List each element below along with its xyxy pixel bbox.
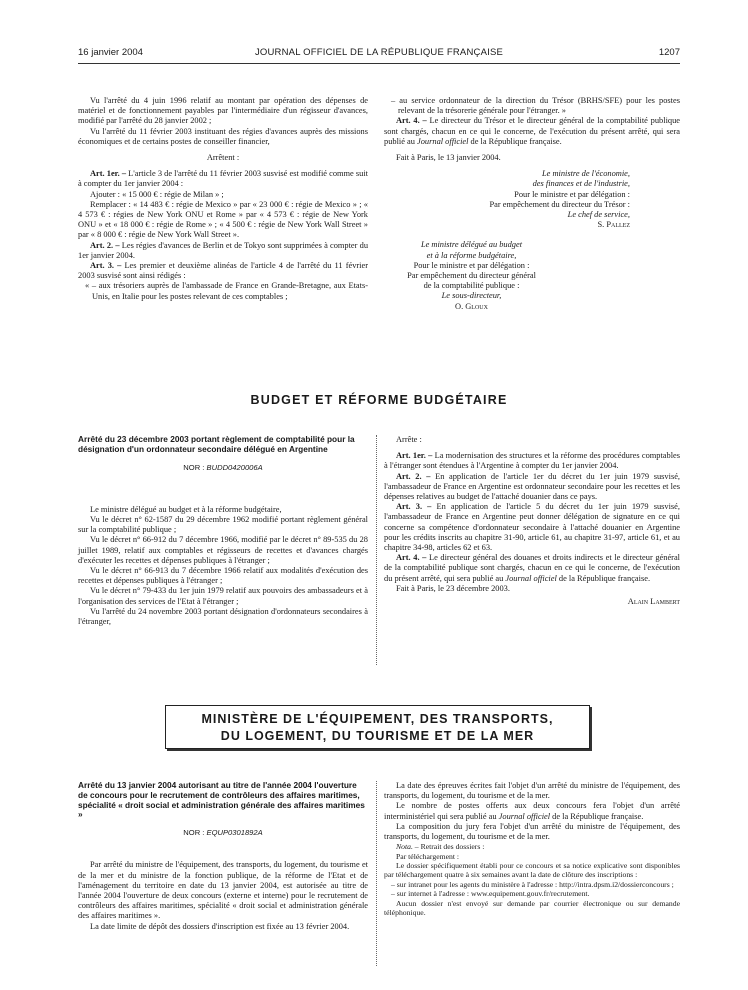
header-journal-title: JOURNAL OFFICIEL DE LA RÉPUBLIQUE FRANÇAISE	[254, 47, 504, 58]
nor-reference: NOR : BUDD0420006A	[183, 462, 263, 472]
paragraph: La composition du jury fera l'objet d'un arrêté du ministre de l'équipement, des transports, du logement, du tourisme et de la mer.	[384, 821, 680, 842]
column-divider	[376, 435, 377, 665]
section-title-budget: BUDGET ET RÉFORME BUDGÉTAIRE	[250, 393, 508, 407]
list-item: – sur internet à l'adresse : www.equipement.gouv.fr/recrutement.	[391, 889, 590, 899]
arrete-2-left-column	[78, 435, 368, 627]
top-left-column	[78, 96, 368, 302]
list-item: « – aux trésoriers auprès de l'ambassade de France en Grande-Bretagne, aux Etats-Unis, en Italie pour les postes relevant de ces comptables ;	[85, 281, 368, 301]
paragraph: Par arrêté du ministre de l'équipement, des transports, du logement, du tourisme et de la mer et du ministre de la fonction publique, de la réforme de l'Etat et de l'aménagement du territoire en date du 13 janvier 2004, est autorisée au titre de l'année 2004 l'ouverture de deux concours (externe et interne) pour le recrutement de contrôleurs des affaires maritimes, spécialité « droit social et administration générale des affaires maritimes ».	[78, 860, 368, 921]
page-header	[78, 47, 680, 61]
list-item: – sur intranet pour les agents du ministère à l'adresse : http://intra.dpsm.i2/dossierconcours ;	[391, 879, 674, 889]
header-page-number: 1207	[658, 47, 680, 58]
arrete-3-left-column	[78, 781, 368, 932]
paragraph: Vu le décret n° 79-433 du 1er juin 1979 relatif aux pouvoirs des ambassadeurs et à l'organisation des services de l'Etat à l'étranger ;	[78, 586, 368, 606]
paragraph: Remplacer : « 14 483 € : régie de Mexico » par « 23 000 € : régie de Mexico » ; « 4 573 € : régies de New York ONU et Rome » par « 4 573 € : régie de New York ONU » et « 18 000 € : régie de Rome » ; « 4 500 € : régie de New York Wall Street » par « 8 000 € : régie de New York Wall Street ».	[78, 199, 368, 240]
paragraph: Le ministre délégué au budget et à la réforme budgétaire,	[90, 504, 282, 514]
ministere-line-2: DU LOGEMENT, DU TOURISME ET DE LA MER	[220, 729, 535, 743]
article-1: Art. 1er. – La modernisation des structures et la réforme des procédures comptables à l'étranger sont étendues à l'Argentine à compter du 1er janvier 2004.	[384, 451, 681, 471]
arrete-2-right-column	[384, 435, 680, 607]
signature-name: O. Gloux	[455, 301, 488, 311]
paragraph: Vu le décret n° 66-913 du 7 décembre 1966 relatif aux modalités d'exécution des recettes et dépenses publiques à l'étranger ;	[78, 566, 368, 586]
paragraph: Aucun dossier n'est envoyé sur demande par courrier électronique ou sur demande téléphonique.	[384, 898, 680, 918]
article-3: Art. 3. – Les premier et deuxième alinéas de l'article 4 de l'arrêté du 11 février 2003 susvisé sont ainsi rédigés :	[78, 261, 369, 281]
arretent-heading: Arrêtent :	[206, 153, 240, 163]
article-2: Art. 2. – Les régies d'avances de Berlin et de Tokyo sont supprimées à compter du 1er janvier 2004.	[78, 240, 369, 260]
arrete-2-title: Arrêté du 23 décembre 2003 portant règlement de comptabilité pour la désignation d'un ordonnateur secondaire délégué en Argentine	[78, 434, 355, 454]
article-4: Art. 4. – Le directeur général des douanes et droits indirects et le directeur général de la comptabilité publique sont chargés, chacun en ce qui le concerne, de l'exécution du présent arrêté, qui sera publié au Journal officiel de la République française.	[384, 553, 680, 583]
ministere-line-1: MINISTÈRE DE L'ÉQUIPEMENT, DES TRANSPORTS,	[201, 712, 554, 726]
arrete-3-title: Arrêté du 13 janvier 2004 autorisant au titre de l'année 2004 l'ouverture de concours pour le recrutement de contrôleurs des affaires maritimes, spécialité « droit social et administration générale des affaires maritimes »	[78, 780, 365, 820]
article-2: Art. 2. – En application de l'article 1er du décret du 1er juin 1979 susvisé, l'ambassadeur de France en Argentine est ordonnateur secondaire pour les recettes et les dépenses relatives au budget de l'attaché douanier dans ce pays.	[384, 471, 681, 502]
paragraph: La date limite de dépôt des dossiers d'inscription est fixée au 13 février 2004.	[90, 921, 350, 931]
paragraph: Vu le décret n° 62-1587 du 29 décembre 1962 modifié portant règlement général sur la comptabilité publique ;	[78, 515, 368, 535]
nota: Nota. – Retrait des dossiers :	[396, 842, 485, 852]
paragraph: La date des épreuves écrites fait l'objet d'un arrêté du ministre de l'équipement, des transports, du logement, du tourisme et de la mer.	[384, 781, 680, 801]
article-3: Art. 3. – En application de l'article 5 du décret du 1er juin 1979 susvisé, l'ambassadeur de France en Argentine peut donner délégation de signature en ce qui concerne sa compétence d'ordonnateur secondaire à l'attaché douanier en Argentine pour les crédits inscrits au chapitre 31-90, article 61, au chapitre 31-97, article 61, et au chapitre 34-98, articles 62 et 63.	[384, 502, 680, 553]
paragraph: Le dossier spécifiquement établi pour ce concours et sa notice explicative sont disponibles par téléchargement quatre à six semaines avant la date de clôture des inscriptions :	[384, 861, 680, 880]
paragraph: Le nombre de postes offerts aux deux concours fera l'objet d'un arrêté interministériel qui sera publié au Journal officiel de la République française.	[384, 801, 680, 821]
fait-a-paris: Fait à Paris, le 13 janvier 2004.	[396, 153, 501, 163]
article-1: Art. 1er. – L'article 3 de l'arrêté du 11 février 2003 susvisé est modifié comme suit à compter du 1er janvier 2004 :	[78, 169, 368, 189]
paragraph: Ajouter : « 15 000 € : régie de Milan » ;	[90, 189, 224, 199]
list-item: – au service ordonnateur de la direction du Trésor (BRHS/SFE) pour les postes relevant de la trésorerie générale pour l'étranger. »	[391, 96, 680, 116]
header-date: 16 janvier 2004	[78, 47, 143, 58]
article-4: Art. 4. – Le directeur du Trésor et le directeur général de la comptabilité publique sont chargés, chacun en ce qui le concerne, de l'exécution du présent arrêté, qui sera publié au Journal officiel de la République française.	[384, 116, 680, 146]
header-rule	[78, 63, 680, 64]
signature-name: S. Pallez	[597, 220, 630, 230]
arrete-heading: Arrête :	[396, 435, 422, 444]
signature-block-1: Le ministre de l'économie, des finances et de l'industrie, Pour le ministre et par délégation : Par empêchement du directeur du Trésor : Le chef de service, S. Pallez	[384, 169, 680, 230]
fait-a-paris: Fait à Paris, le 23 décembre 2003.	[396, 583, 510, 593]
column-divider	[376, 781, 377, 966]
arrete-3-right-column	[384, 781, 680, 917]
paragraph: Par téléchargement :	[396, 851, 460, 861]
top-right-column	[384, 96, 680, 312]
nota-block	[384, 842, 680, 917]
signature-name: Alain Lambert	[627, 597, 680, 607]
paragraph: Vu l'arrêté du 11 février 2003 instituant des régies d'avances auprès des missions économiques et de certains postes de conseiller financier,	[78, 126, 368, 146]
signature-block-2: Le ministre délégué au budget et à la réforme budgétaire, Pour le ministre et par délégation : Par empêchement du directeur général de la comptabilité publique : Le sous-directeur, O. Gloux	[384, 240, 559, 311]
nor-reference: NOR : EQUP0301892A	[183, 828, 263, 838]
paragraph: Vu l'arrêté du 24 novembre 2003 portant désignation d'ordonnateurs secondaires à l'étranger,	[78, 606, 368, 627]
section-title-ministere	[165, 705, 590, 749]
paragraph: Vu l'arrêté du 4 juin 1996 relatif au montant par opération des dépenses de matériel et de fonctionnement payables par l'intermédiaire d'un régisseur d'avances, modifié par l'arrêté du 28 janvier 2002 ;	[78, 96, 368, 126]
paragraph: Vu le décret n° 66-912 du 7 décembre 1966, modifié par le décret n° 89-535 du 28 juillet 1989, relatif aux comptables et régisseurs de recettes et d'avances chargés d'exécuter les recettes et dépenses publiques à l'étranger ;	[78, 535, 368, 565]
